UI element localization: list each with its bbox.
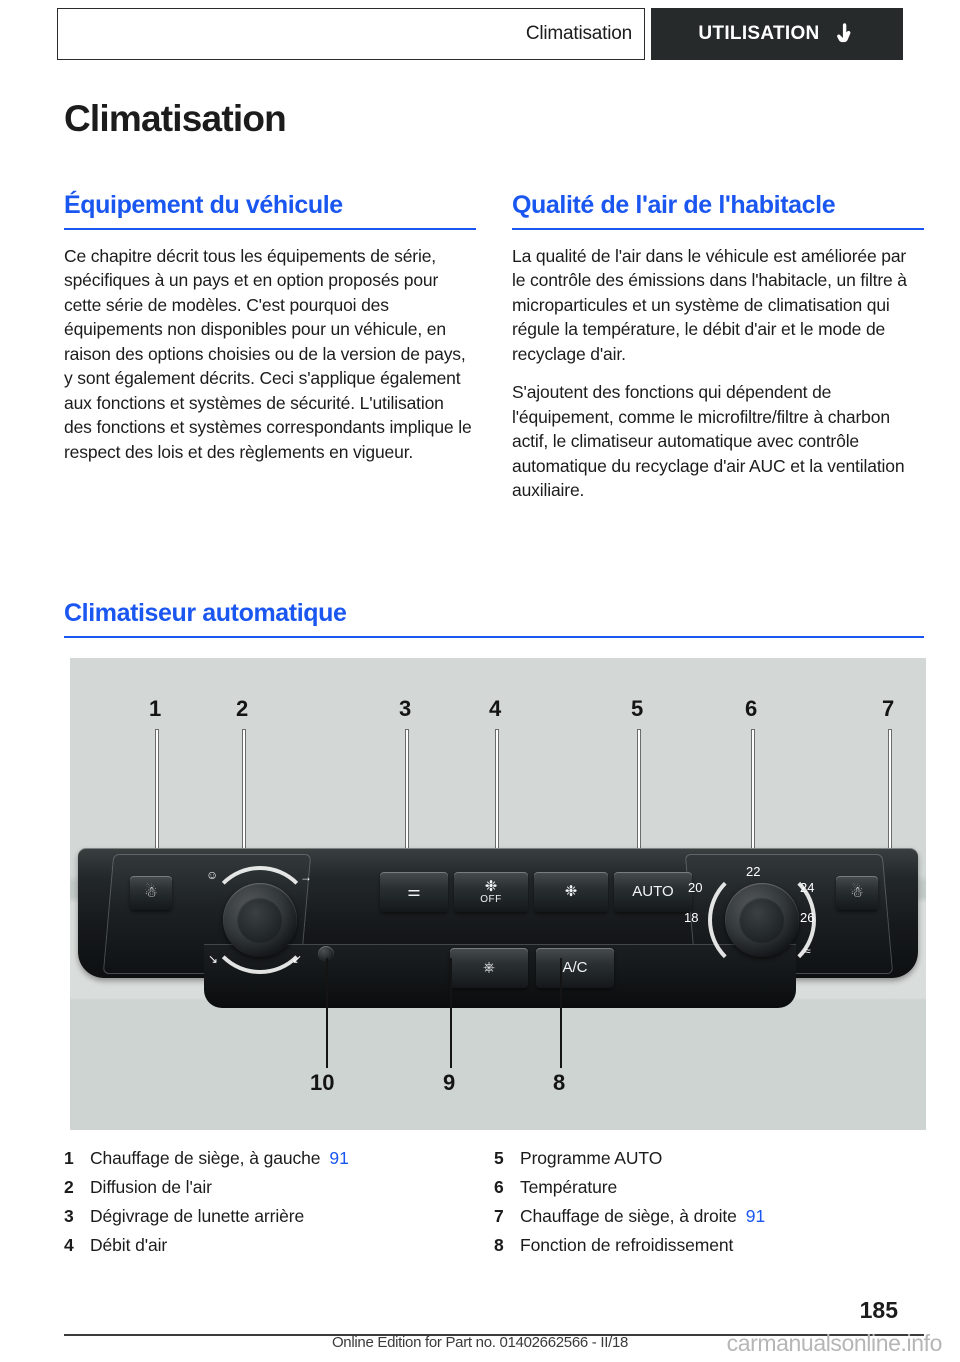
pointing-hand-icon [836, 22, 856, 46]
combined-vent-icon: ↙ [292, 952, 303, 966]
legend-page-ref[interactable]: 91 [745, 1206, 766, 1226]
page-header [57, 8, 903, 60]
list-item [494, 1235, 924, 1264]
heading-rule [64, 636, 924, 638]
paragraph-equipement: Ce chapitre décrit tous les équipements de série, spécifiques à un pays et en option proposés pour cette série de modèles. C'est pourquoi des équipements non disponibles pour un véhicule, en raison des options choisies ou de la version de pays, y sont également décrits. Ceci s'applique également aux fonctions et systèmes de sécurité. L'utilisation des fonctions et systèmes correspondants implique le respect des lois et des règlements en vigueur. [64, 245, 472, 462]
defrost-windshield-icon: ☺ [206, 868, 219, 882]
fan-increase-button[interactable] [534, 872, 608, 912]
list-item [64, 1177, 494, 1206]
callout-1: 1 [149, 696, 162, 721]
legend-column-left [64, 1148, 494, 1264]
footer-note: Online Edition for Part no. 01402662566 - II/18 [331, 1334, 629, 1351]
legend-label: Dégivrage de lunette arrière [90, 1206, 305, 1226]
callout-5: 5 [631, 696, 644, 721]
legend-label: Température [520, 1177, 618, 1197]
page-title: Climatisation [64, 98, 286, 139]
leader-line-8 [560, 958, 562, 1068]
callout-3: 3 [399, 696, 412, 721]
temp-tick-18: 18 [684, 910, 699, 925]
legend-label: Fonction de refroidissement [520, 1235, 734, 1255]
page-number: 185 [859, 1297, 898, 1323]
heading-qualite-air-habitacle: Qualité de l'air de l'habitacle [512, 191, 836, 219]
ac-label: A/C [562, 959, 588, 977]
legend-label: Chauffage de siège, à gauche [90, 1148, 321, 1168]
list-item [494, 1148, 924, 1177]
seat-heating-left-button[interactable] [130, 876, 172, 910]
right-column [512, 190, 924, 503]
watermark: carmanualsonline.info [726, 1330, 942, 1356]
face-vent-icon: → [300, 870, 312, 884]
fan-off-button[interactable] [454, 872, 528, 912]
list-item [64, 1148, 494, 1177]
seat-heating-right-button[interactable] [836, 876, 878, 910]
legend-label: Programme AUTO [520, 1148, 663, 1168]
heading-rule [512, 228, 924, 230]
legend-page-ref[interactable]: 91 [329, 1148, 349, 1168]
leader-line-10 [326, 958, 328, 1068]
section-tab-label: UTILISATION [698, 23, 820, 44]
auto-program-button[interactable] [614, 872, 692, 912]
heading-climatiseur-automatique: Climatiseur automatique [64, 599, 347, 627]
temperature-knob[interactable] [725, 883, 799, 957]
climate-control-illustration [70, 658, 926, 1130]
section-climatiseur-automatique [64, 598, 924, 652]
leader-line-9 [450, 958, 452, 1068]
temp-tick-26: 26 [800, 910, 815, 925]
breadcrumb-label: Climatisation [525, 23, 632, 44]
list-item [494, 1177, 924, 1206]
seat-heating-icon: ☃ [850, 884, 864, 902]
air-distribution-knob[interactable] [223, 883, 297, 957]
heated-steering-icon: ≈ [804, 944, 811, 958]
recirculation-button[interactable] [450, 948, 528, 988]
seat-heating-icon: ☃ [144, 884, 158, 902]
legend-column-right [494, 1148, 924, 1264]
legend-number: 6 [494, 1177, 504, 1197]
fan-icon: ❉ [484, 877, 498, 895]
recirculation-car-icon: ⎈ [482, 959, 495, 977]
legend-number: 5 [494, 1148, 504, 1168]
rear-window-defrost-icon: ⚌ [407, 883, 421, 901]
fan-icon: ❉ [564, 883, 578, 901]
breadcrumb [57, 8, 645, 60]
callout-8: 8 [553, 1070, 566, 1095]
list-item [64, 1235, 494, 1264]
temp-tick-22: 22 [746, 864, 761, 879]
callout-7: 7 [882, 696, 895, 721]
figure-legend [64, 1148, 924, 1264]
callout-4: 4 [489, 696, 502, 721]
callout-9: 9 [443, 1070, 456, 1095]
section-tab-utilisation[interactable] [651, 8, 903, 60]
callout-2: 2 [236, 696, 249, 721]
paragraph-qualite-air-2: S'ajoutent des fonctions qui dépendent de l'équipement, comme le microfiltre/filtre à charbon actif, le climatiseur automatique avec contrôle automatique du recyclage d'air AUC et la ventilation auxiliaire. [512, 382, 905, 500]
legend-number: 8 [494, 1235, 504, 1255]
list-item [494, 1206, 924, 1235]
legend-number: 4 [64, 1235, 74, 1255]
left-column [64, 190, 476, 464]
legend-label: Diffusion de l'air [90, 1177, 212, 1197]
heading-equipement-du-vehicule: Équipement du véhicule [64, 191, 343, 219]
temp-tick-24: 24 [800, 880, 815, 895]
callout-6: 6 [745, 696, 758, 721]
heading-rule [64, 228, 476, 230]
legend-number: 2 [64, 1177, 74, 1197]
temp-tick-20: 20 [688, 880, 703, 895]
legend-number: 1 [64, 1148, 74, 1168]
footwell-vent-icon: ↘ [208, 952, 219, 966]
climate-console [78, 848, 918, 1008]
legend-number: 3 [64, 1206, 74, 1226]
auto-label: AUTO [632, 883, 674, 901]
ac-button[interactable] [536, 948, 614, 988]
paragraph-qualite-air-1: La qualité de l'air dans le véhicule est améliorée par le contrôle des émissions dans l'habitacle, un filtre à microparticules et un système de climatisation qui régule la température, le débit d'air et le mode de recyclage d'air. [512, 245, 907, 364]
rear-window-defrost-button[interactable] [380, 872, 448, 912]
legend-label: Chauffage de siège, à droite [520, 1206, 737, 1226]
legend-label: Débit d'air [90, 1235, 168, 1255]
list-item [64, 1206, 494, 1235]
fan-off-label: OFF [480, 893, 502, 905]
callout-10: 10 [310, 1070, 335, 1095]
legend-number: 7 [494, 1206, 504, 1226]
